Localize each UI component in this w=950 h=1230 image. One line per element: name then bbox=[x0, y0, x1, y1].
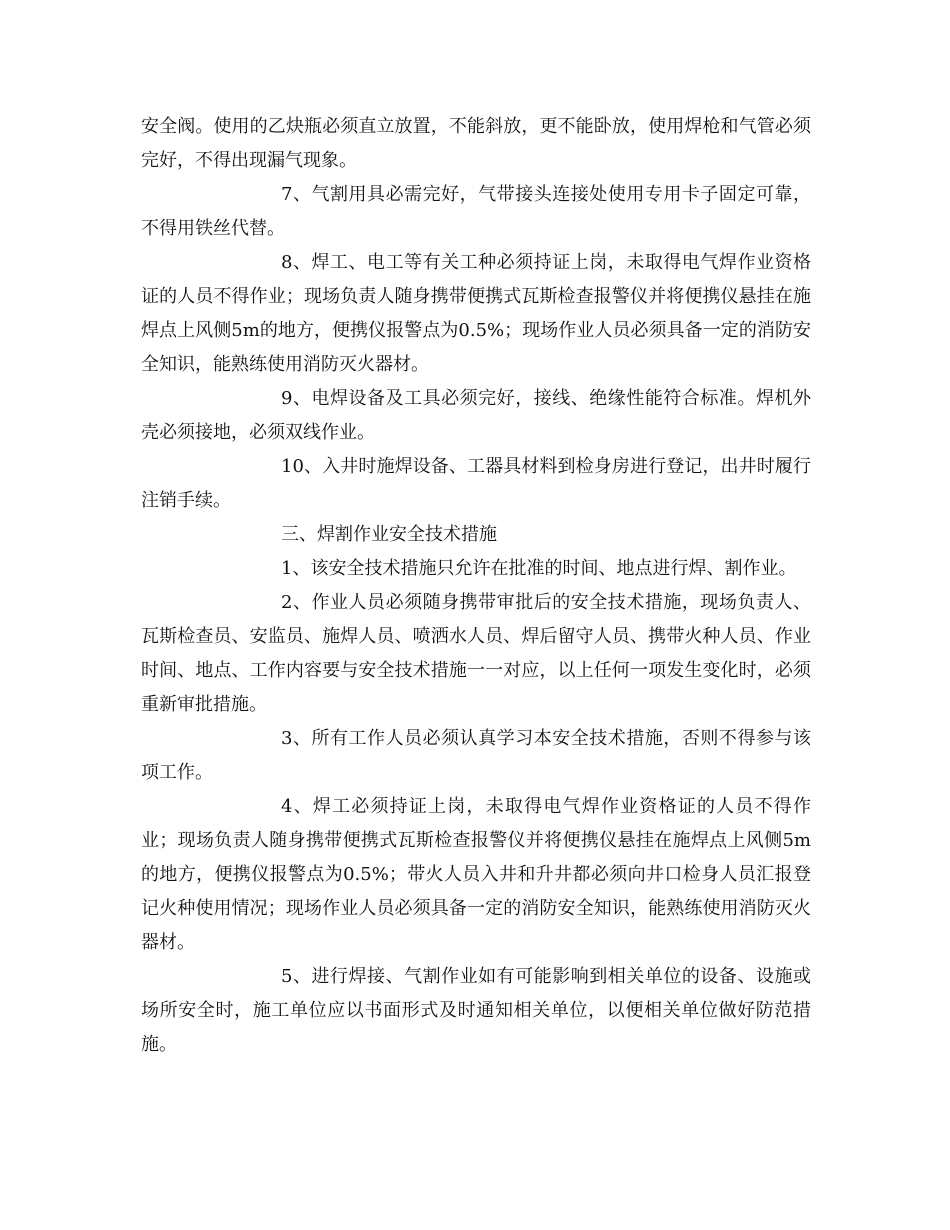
paragraph-measure-1: 1、该安全技术措施只允许在批准的时间、地点进行焊、割作业。 bbox=[281, 558, 797, 579]
paragraph-item-8: 8、焊工、电工等有关工种必须持证上岗，未取得电气焊作业资格证的人员不得作业；现场负责人随身携带便携式瓦斯检查报警仪并将便携仪悬挂在施焊点上风侧5m的地方，便携仪报警点为0.5%；现场作业人员必须具备一定的消防安全知识，能熟练使用消防灭火器材。 bbox=[141, 252, 811, 375]
document-body bbox=[141, 110, 811, 1062]
paragraph-measure-3: 3、所有工作人员必须认真学习本安全技术措施，否则不得参与该项工作。 bbox=[141, 728, 811, 783]
section-heading-3: 三、焊割作业安全技术措施 bbox=[281, 524, 497, 545]
paragraph-item-10: 10、入井时施焊设备、工器具材料到检身房进行登记，出井时履行注销手续。 bbox=[141, 456, 811, 511]
paragraph-measure-4: 4、焊工必须持证上岗，未取得电气焊作业资格证的人员不得作业；现场负责人随身携带便携式瓦斯检查报警仪并将便携仪悬挂在施焊点上风侧5m的地方，便携仪报警点为0.5%；带火人员入井和升井都必须向井口检身人员汇报登记火种使用情况；现场作业人员必须具备一定的消防安全知识，能熟练使用消防灭火器材。 bbox=[141, 796, 811, 953]
paragraph-measure-2: 2、作业人员必须随身携带审批后的安全技术措施，现场负责人、瓦斯检查员、安监员、施焊人员、喷洒水人员、焊后留守人员、携带火种人员、作业时间、地点、工作内容要与安全技术措施一一对应，以上任何一项发生变化时，必须重新审批措施。 bbox=[141, 592, 811, 715]
paragraph-item-9: 9、电焊设备及工具必须完好，接线、绝缘性能符合标准。焊机外壳必须接地，必须双线作业。 bbox=[141, 388, 811, 443]
paragraph-measure-5: 5、进行焊接、气割作业如有可能影响到相关单位的设备、设施或场所安全时，施工单位应以书面形式及时通知相关单位，以便相关单位做好防范措施。 bbox=[141, 966, 811, 1055]
paragraph-item-7: 7、气割用具必需完好，气带接头连接处使用专用卡子固定可靠，不得用铁丝代替。 bbox=[141, 184, 811, 239]
paragraph-continuation: 安全阀。使用的乙炔瓶必须直立放置，不能斜放，更不能卧放，使用焊枪和气管必须完好，不得出现漏气现象。 bbox=[141, 116, 811, 171]
